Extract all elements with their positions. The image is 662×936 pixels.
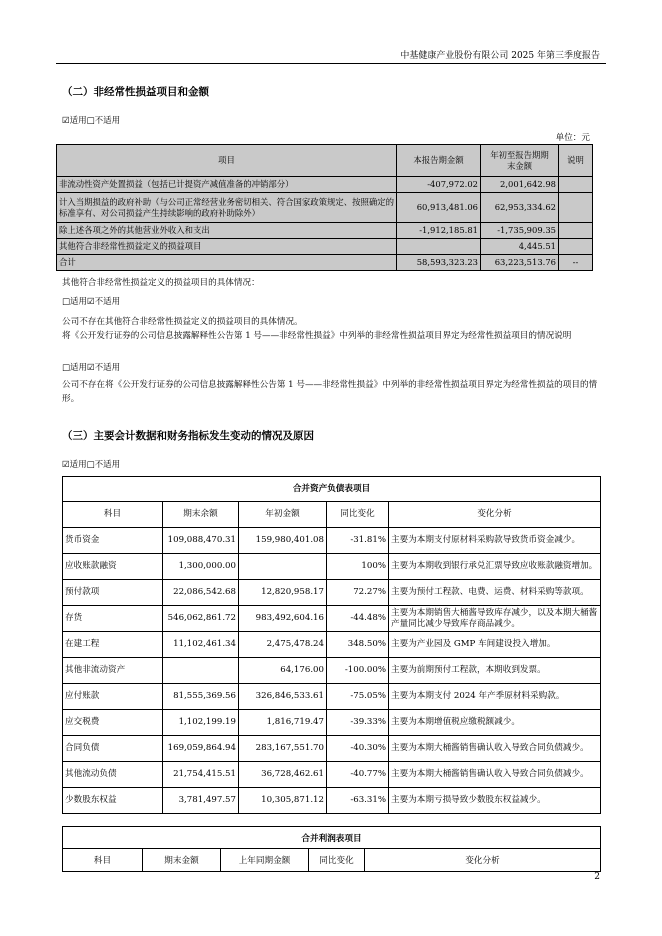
table-row: [57, 239, 593, 255]
header-divider: [56, 63, 606, 64]
row-item: 预付款项: [63, 580, 163, 606]
col-header: 期末余额: [163, 502, 239, 528]
page-number: 2: [594, 872, 600, 882]
row-begin-balance: 12,820,958.17: [239, 580, 327, 606]
row-ytd: 2,001,642.98: [481, 177, 559, 193]
row-change: -40.77%: [327, 762, 389, 788]
table-row: [63, 762, 601, 788]
row-begin-balance: 36,728,462.61: [239, 762, 327, 788]
balance-table-body: [63, 528, 601, 814]
balance-table-title: 合并资产负债表项目: [63, 477, 601, 502]
section3-applicable: ☑适用□不适用: [62, 460, 121, 470]
row-current: 58,593,323.23: [397, 255, 481, 271]
row-note: [559, 239, 593, 255]
row-end-balance: 109,088,470.31: [163, 528, 239, 554]
col-header: 期末金额: [143, 849, 221, 872]
row-note: [559, 223, 593, 239]
paragraph: 其他符合非经常性损益定义的损益项目的具体情况：: [62, 278, 260, 288]
row-end-balance: 21,754,415.51: [163, 762, 239, 788]
row-analysis: 主要为预付工程款、电费、运费、材料采购等款项。: [389, 580, 601, 606]
col-header: 上年同期金额: [221, 849, 309, 872]
paragraph: 公司不存在将《公开发行证券的公司信息披露解释性公告第 1 号——非经常性损益》中列举的非经常性损益项目界定为经常性损益的项目的情形。: [62, 380, 598, 404]
row-analysis: 主要为本期销售大桶酱导致库存减少，以及本期大桶酱产量同比减少导致库存商品减少。: [389, 606, 601, 632]
table-row: [63, 710, 601, 736]
paragraph: 公司不存在其他符合非经常性损益定义的损益项目的具体情况。: [62, 317, 303, 327]
income-table-title: 合并利润表项目: [63, 827, 601, 849]
section2-applicable: ☑适用□不适用: [62, 116, 121, 126]
row-item: 其他流动负债: [63, 762, 163, 788]
row-change: -40.30%: [327, 736, 389, 762]
row-item: 合计: [57, 255, 397, 271]
row-analysis: 主要为本期大桶酱销售确认收入导致合同负债减少。: [389, 736, 601, 762]
row-analysis: 主要为本期支付原材料采购款导致货币资金减少。: [389, 528, 601, 554]
row-begin-balance: [239, 554, 327, 580]
col-header: 说明: [559, 145, 593, 177]
row-begin-balance: 10,305,871.12: [239, 788, 327, 814]
table-row: [63, 606, 601, 632]
col-header: 科目: [63, 502, 163, 528]
row-current: 60,913,481.06: [397, 193, 481, 223]
table-row: [63, 632, 601, 658]
row-analysis: 主要为本期增值税应缴税额减少。: [389, 710, 601, 736]
table-row: [57, 177, 593, 193]
row-current: -407,972.02: [397, 177, 481, 193]
row-change: 348.50%: [327, 632, 389, 658]
row-change: -75.05%: [327, 684, 389, 710]
col-header: 年初金额: [239, 502, 327, 528]
row-begin-balance: 159,980,401.08: [239, 528, 327, 554]
balance-sheet-table: [62, 476, 601, 814]
table-row: [63, 658, 601, 684]
row-item: 其他非流动资产: [63, 658, 163, 684]
table-header-row: [57, 145, 593, 177]
row-ytd: 62,953,334.62: [481, 193, 559, 223]
row-begin-balance: 283,167,551.70: [239, 736, 327, 762]
row-item: 少数股东权益: [63, 788, 163, 814]
row-item: 合同负债: [63, 736, 163, 762]
col-header: 变化分析: [389, 502, 601, 528]
row-change: 72.27%: [327, 580, 389, 606]
row-item: 应交税费: [63, 710, 163, 736]
table-row: [63, 788, 601, 814]
row-begin-balance: 1,816,719.47: [239, 710, 327, 736]
col-header: 年初至报告期期末金额: [481, 145, 559, 177]
row-item: 在建工程: [63, 632, 163, 658]
row-end-balance: 11,102,461.34: [163, 632, 239, 658]
col-header: 同比变化: [327, 502, 389, 528]
row-item: 除上述各项之外的其他营业外收入和支出: [57, 223, 397, 239]
income-statement-table: [62, 826, 601, 872]
table-row: [57, 193, 593, 223]
row-item: 货币资金: [63, 528, 163, 554]
row-change: -100.00%: [327, 658, 389, 684]
col-header: 科目: [63, 849, 143, 872]
row-end-balance: 1,300,000.00: [163, 554, 239, 580]
row-begin-balance: 983,492,604.16: [239, 606, 327, 632]
table-row: [63, 528, 601, 554]
row-change: -31.81%: [327, 528, 389, 554]
row-item: 存货: [63, 606, 163, 632]
col-header: 变化分析: [365, 849, 601, 872]
row-change: 100%: [327, 554, 389, 580]
row-end-balance: 546,062,861.72: [163, 606, 239, 632]
row-note: --: [559, 255, 593, 271]
row-note: [559, 193, 593, 223]
row-begin-balance: 2,475,478.24: [239, 632, 327, 658]
row-current: -1,912,185.81: [397, 223, 481, 239]
row-change: -39.33%: [327, 710, 389, 736]
applicable-mark: □适用☑不适用: [62, 363, 121, 373]
row-end-balance: 22,086,542.68: [163, 580, 239, 606]
unit-label: 单位：元: [555, 133, 590, 143]
table-total-row: [57, 255, 593, 271]
table-row: [63, 580, 601, 606]
table-row: [57, 223, 593, 239]
col-header: 同比变化: [309, 849, 365, 872]
applicable-mark: □适用☑不适用: [62, 297, 121, 307]
row-end-balance: 169,059,864.94: [163, 736, 239, 762]
row-analysis: 主要为产业园及 GMP 车间建设投入增加。: [389, 632, 601, 658]
row-item: 计入当期损益的政府补助（与公司正常经营业务密切相关、符合国家政策规定、按照确定的标准享有、对公司损益产生持续影响的政府补助除外）: [57, 193, 397, 223]
row-analysis: 主要为本期亏损导致少数股东权益减少。: [389, 788, 601, 814]
col-header: 本报告期金额: [397, 145, 481, 177]
section2-title: （二）非经常性损益项目和金额: [62, 86, 209, 98]
row-item: 非流动性资产处置损益（包括已计提资产减值准备的冲销部分）: [57, 177, 397, 193]
row-begin-balance: 64,176.00: [239, 658, 327, 684]
col-header: 项目: [57, 145, 397, 177]
row-ytd: -1,735,909.35: [481, 223, 559, 239]
row-analysis: 主要为前期预付工程款，本期收到发票。: [389, 658, 601, 684]
page-header-title: 中基健康产业股份有限公司 2025 年第三季度报告: [400, 51, 600, 61]
table-row: [63, 736, 601, 762]
row-item: 其他符合非经常性损益定义的损益项目: [57, 239, 397, 255]
row-change: -63.31%: [327, 788, 389, 814]
row-begin-balance: 326,846,533.61: [239, 684, 327, 710]
row-ytd: 63,223,513.76: [481, 255, 559, 271]
row-change: -44.48%: [327, 606, 389, 632]
table-row: [63, 684, 601, 710]
row-analysis: 主要为本期大桶酱销售确认收入导致合同负债减少。: [389, 762, 601, 788]
row-ytd: 4,445.51: [481, 239, 559, 255]
row-current: [397, 239, 481, 255]
row-end-balance: [163, 658, 239, 684]
row-analysis: 主要为本期支付 2024 年产季原材料采购款。: [389, 684, 601, 710]
row-item: 应付账款: [63, 684, 163, 710]
non-recurring-table: [56, 144, 593, 271]
paragraph: 将《公开发行证券的公司信息披露解释性公告第 1 号——非经常性损益》中列举的非经常性损益项目界定为经常性损益项目的情况说明: [62, 331, 572, 341]
section3-title: （三）主要会计数据和财务指标发生变动的情况及原因: [62, 430, 314, 442]
row-end-balance: 1,102,199.19: [163, 710, 239, 736]
row-end-balance: 81,555,369.56: [163, 684, 239, 710]
row-end-balance: 3,781,497.57: [163, 788, 239, 814]
table-row: [63, 554, 601, 580]
row-note: [559, 177, 593, 193]
row-item: 应收账款融资: [63, 554, 163, 580]
row-analysis: 主要为本期收到银行承兑汇票导致应收账款融资增加。: [389, 554, 601, 580]
